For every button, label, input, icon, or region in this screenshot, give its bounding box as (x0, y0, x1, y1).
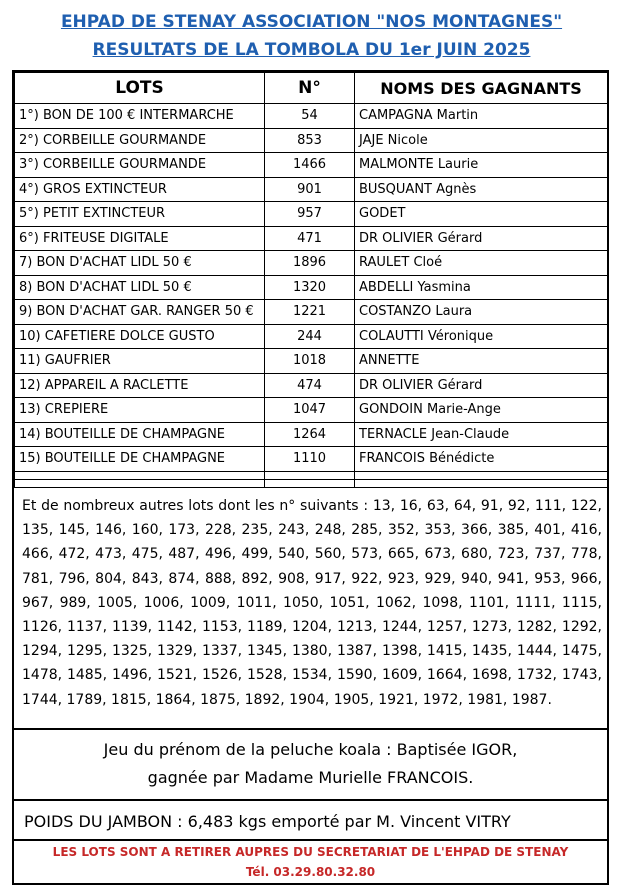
number-cell: 1896 (265, 251, 355, 276)
pickup-notice: LES LOTS SONT A RETIRER AUPRES DU SECRETARIAT DE L'EHPAD DE STENAY (52, 845, 569, 859)
ham-weight-result: POIDS DU JAMBON : 6,483 kgs emporté par M. Vincent VITRY (24, 812, 511, 831)
number-cell: 54 (265, 104, 355, 129)
winner-cell: DR OLIVIER Gérard (355, 226, 608, 251)
table-row (15, 422, 608, 447)
number-cell: 901 (265, 177, 355, 202)
winner-cell: COSTANZO Laura (355, 300, 608, 325)
table-header-row (15, 73, 608, 104)
lot-cell: 15) BOUTEILLE DE CHAMPAGNE (15, 447, 265, 472)
lots-header: LOTS (15, 73, 265, 104)
empty-cell (265, 471, 355, 479)
lot-cell: 3°) CORBEILLE GOURMANDE (15, 153, 265, 178)
number-cell: 1264 (265, 422, 355, 447)
table-row (15, 202, 608, 227)
lot-cell: 13) CREPIERE (15, 398, 265, 423)
divider (14, 728, 607, 730)
lot-cell: 8) BON D'ACHAT LIDL 50 € (15, 275, 265, 300)
number-cell: 957 (265, 202, 355, 227)
results-table (14, 72, 608, 488)
empty-cell (355, 479, 608, 487)
table-row (15, 300, 608, 325)
empty-cell (15, 471, 265, 479)
divider (14, 799, 607, 801)
number-cell: 1110 (265, 447, 355, 472)
winner-cell: TERNACLE Jean-Claude (355, 422, 608, 447)
title-line-2: RESULTATS DE LA TOMBOLA DU 1er JUIN 2025 (92, 40, 531, 60)
koala-result-line-1: Jeu du prénom de la peluche koala : Baptisée IGOR, (103, 740, 518, 759)
lot-cell: 10) CAFETIERE DOLCE GUSTO (15, 324, 265, 349)
number-cell: 244 (265, 324, 355, 349)
table-row (15, 324, 608, 349)
lot-cell: 11) GAUFRIER (15, 349, 265, 374)
number-header: N° (265, 73, 355, 104)
winner-cell: FRANCOIS Bénédicte (355, 447, 608, 472)
winner-cell: COLAUTTI Véronique (355, 324, 608, 349)
number-cell: 1018 (265, 349, 355, 374)
table-row (15, 226, 608, 251)
table-row (15, 398, 608, 423)
koala-result-line-2: gagnée par Madame Murielle FRANCOIS. (147, 768, 474, 787)
winner-cell: MALMONTE Laurie (355, 153, 608, 178)
number-cell: 474 (265, 373, 355, 398)
phone-number: Tél. 03.29.80.32.80 (245, 865, 376, 879)
results-sheet (12, 70, 609, 885)
winner-cell: DR OLIVIER Gérard (355, 373, 608, 398)
lot-cell: 12) APPAREIL A RACLETTE (15, 373, 265, 398)
number-cell: 1047 (265, 398, 355, 423)
winner-cell: BUSQUANT Agnès (355, 177, 608, 202)
winner-cell: ANNETTE (355, 349, 608, 374)
table-row (15, 349, 608, 374)
table-row (15, 275, 608, 300)
table-row (15, 373, 608, 398)
winner-cell: ABDELLI Yasmina (355, 275, 608, 300)
empty-row (15, 479, 608, 487)
table-row (15, 128, 608, 153)
number-cell: 471 (265, 226, 355, 251)
lot-cell: 2°) CORBEILLE GOURMANDE (15, 128, 265, 153)
table-row (15, 251, 608, 276)
table-row (15, 153, 608, 178)
winner-cell: JAJE Nicole (355, 128, 608, 153)
winner-cell: CAMPAGNA Martin (355, 104, 608, 129)
number-cell: 1320 (265, 275, 355, 300)
other-lots-paragraph (22, 494, 602, 712)
table-row (15, 104, 608, 129)
winner-cell: GONDOIN Marie-Ange (355, 398, 608, 423)
empty-cell (355, 471, 608, 479)
number-cell: 1466 (265, 153, 355, 178)
number-cell: 853 (265, 128, 355, 153)
empty-cell (265, 479, 355, 487)
winner-cell: RAULET Cloé (355, 251, 608, 276)
number-cell: 1221 (265, 300, 355, 325)
lot-cell: 4°) GROS EXTINCTEUR (15, 177, 265, 202)
lot-cell: 5°) PETIT EXTINCTEUR (15, 202, 265, 227)
lot-cell: 7) BON D'ACHAT LIDL 50 € (15, 251, 265, 276)
lot-cell: 14) BOUTEILLE DE CHAMPAGNE (15, 422, 265, 447)
names-header: NOMS DES GAGNANTS (355, 73, 608, 104)
other-lots-intro: Et de nombreux autres lots dont les n° suivants : (22, 498, 369, 514)
lot-cell: 1°) BON DE 100 € INTERMARCHE (15, 104, 265, 129)
empty-cell (15, 479, 265, 487)
lot-cell: 9) BON D'ACHAT GAR. RANGER 50 € (15, 300, 265, 325)
lot-cell: 6°) FRITEUSE DIGITALE (15, 226, 265, 251)
empty-row (15, 471, 608, 479)
table-row (15, 177, 608, 202)
winner-cell: GODET (355, 202, 608, 227)
table-row (15, 447, 608, 472)
other-lots-numbers: 13, 16, 63, 64, 91, 92, 111, 122, 135, 145, 146, 160, 173, 228, 235, 243, 248, 285, 352, 353, 366, 385, 401, 416, 466, 472, 473, 475, 487, 496, 499, 540, 560, 573, 665, 673, 680, 723, 737, 778, 781, 796, 804, 843, 874, 888, 892, 908, 917, 922, 923, 929, 940, 941, 953, 966, 967, 989, 1005, 1006, 1009, 1011, 1050, 1051, 1062, 1098, 1101, 1111, 1115, 1126, 1137, 1139, 1142, 1153, 1189, 1204, 1213, 1244, 1257, 1273, 1282, 1292, 1294, 1295, 1325, 1329, 1337, 1345, 1380, 1387, 1398, 1415, 1435, 1444, 1475, 1478, 1485, 1496, 1521, 1526, 1528, 1534, 1590, 1609, 1664, 1698, 1732, 1743, 1744, 1789, 1815, 1864, 1875, 1892, 1904, 1905, 1921, 1972, 1981, 1987. (22, 498, 602, 708)
divider (14, 839, 607, 841)
title-line-1: EHPAD DE STENAY ASSOCIATION "NOS MONTAGNES" (60, 12, 563, 32)
